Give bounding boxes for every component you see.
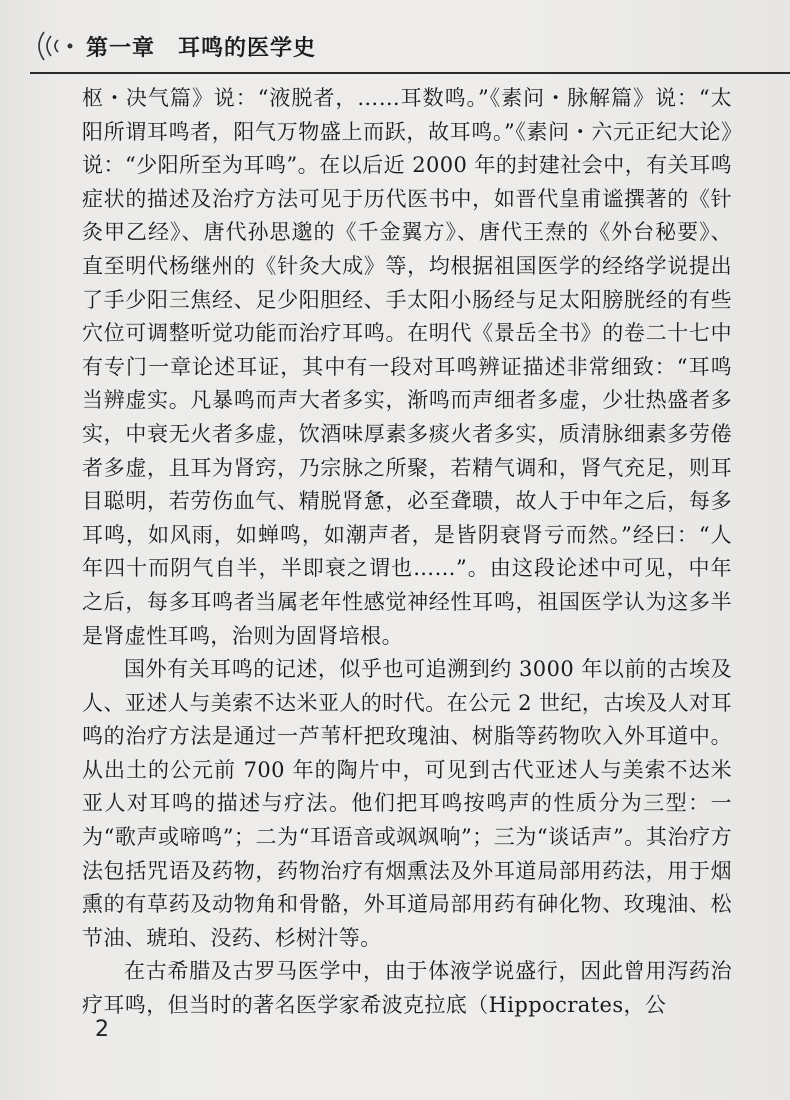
body-text [82, 82, 732, 1023]
paragraph-continued: 枢・决气篇》说：“液脱者，……耳数鸣。”《素问・脉解篇》说：“太阳所谓耳鸣者，阳气万物盛上而跃，故耳鸣。”《素问・六元正纪大论》说：“少阳所至为耳鸣”。在以后近 2000 年的封建社会中，有关耳鸣症状的描述及治疗方法可见于历代医书中，如晋代皇甫谧撰著的《针灸甲乙经》、唐代孙思邈的《千金翼方》、唐代王焘的《外台秘要》、直至明代杨继州的《针灸大成》等，均根据祖国医学的经络学说提出了手少阳三焦经、足少阳胆经、手太阳小肠经与足太阳膀胱经的有些穴位可调整听觉功能而治疗耳鸣。在明代《景岳全书》的卷二十七中有专门一章论述耳证，其中有一段对耳鸣辨证描述非常细致：“耳鸣当辨虚实。凡暴鸣而声大者多实，渐鸣而声细者多虚，少壮热盛者多实，中衰无火者多虚，饮酒味厚素多痰火者多实，质清脉细素多劳倦者多虚，且耳为肾窍，乃宗脉之所聚，若精气调和，肾气充足，则耳目聪明，若劳伤血气、精脱肾惫，必至聋聩，故人于中年之后，每多耳鸣，如风雨，如蝉鸣，如潮声者，是皆阴衰肾亏而然。”经曰：“人年四十而阴气自半，半即衰之谓也……”。由这段论述中可见，中年之后，每多耳鸣者当属老年性感觉神经性耳鸣，祖国医学认为这多半是肾虚性耳鸣，治则为固肾培根。 [82, 86, 732, 648]
page-number: 2 [95, 1017, 109, 1042]
paragraph-foreign-history: 国外有关耳鸣的记述，似乎也可追溯到约 3000 年以前的古埃及人、亚述人与美索不达米亚人的时代。在公元 2 世纪，古埃及人对耳鸣的治疗方法是通过一芦苇杆把玫瑰油、树脂等药物吹入外耳道中。从出土的公元前 700 年的陶片中，可见到古代亚述人与美索不达米亚人对耳鸣的描述与疗法。他们把耳鸣按鸣声的性质分为三型：一为“歌声或啼鸣”；二为“耳语音或飒飒响”；三为“谈话声”。其治疗方法包括咒语及药物，药物治疗有烟熏法及外耳道局部用药法，用于烟熏的有草药及动物角和骨骼，外耳道局部用药有砷化物、玫瑰油、松节油、琥珀、没药、杉树汁等。 [82, 657, 732, 950]
chapter-title: 第一章 耳鸣的医学史 [86, 35, 317, 61]
running-header [30, 26, 316, 66]
paragraph-greek-roman: 在古希腊及古罗马医学中，由于体液学说盛行，因此曾用泻药治疗耳鸣，但当时的著名医学家希波克拉底（Hippocrates，公 [82, 959, 732, 1018]
sound-waves-icon [30, 28, 82, 64]
header-divider [30, 72, 790, 74]
